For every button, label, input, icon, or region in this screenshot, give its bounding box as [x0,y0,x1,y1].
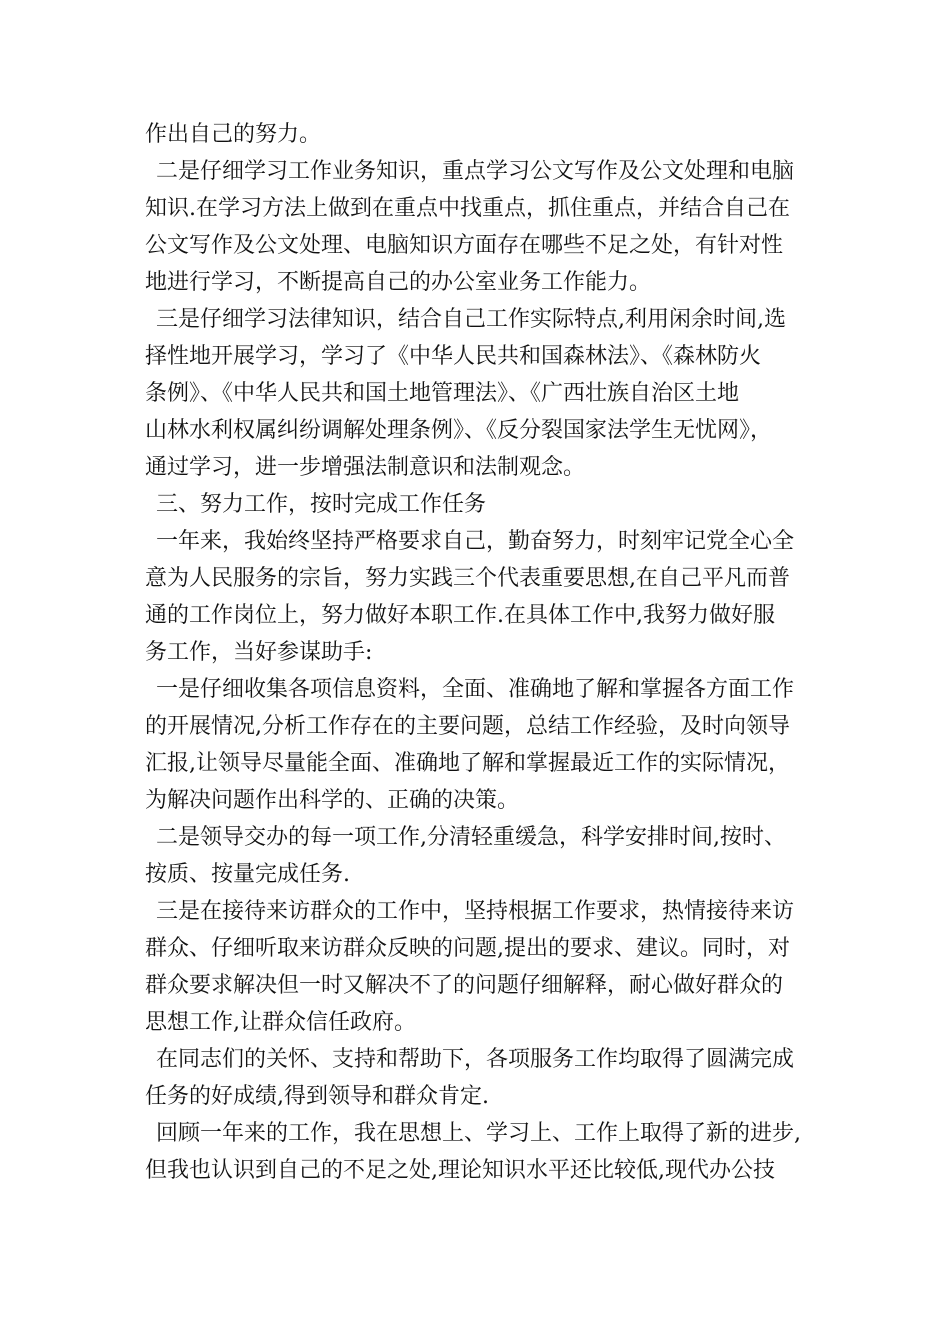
text-line: 地进行学习，不断提高自己的办公室业务工作能力。 [145,270,652,295]
text-line: 按质、按量完成任务. [145,862,350,887]
text-line: 公文写作及公文处理、电脑知识方面存在哪些不足之处，有针对性 [145,233,784,258]
text-line: 通过学习，进一步增强法制意识和法制观念。 [145,455,586,480]
text-line: 知识.在学习方法上做到在重点中找重点，抓住重点，并结合自己在 [145,196,790,221]
text-line: 条例》、《中华人民共和国土地管理法》、《广西壮族自治区土地 [145,381,740,406]
text-line: 二是领导交办的每一项工作,分清轻重缓急，科学安排时间,按时、 [156,825,786,850]
document-body [145,116,815,1189]
text-line: 回顾一年来的工作，我在思想上、学习上、工作上取得了新的进步, [156,1121,801,1146]
text-line: 意为人民服务的宗旨，努力实践三个代表重要思想,在自己平凡而普 [145,566,790,591]
text-line: 群众、仔细听取来访群众反映的问题,提出的要求、建议。同时，对 [145,936,790,961]
text-line: 汇报,让领导尽量能全面、准确地了解和掌握最近工作的实际情况， [145,751,790,776]
text-line: 务工作，当好参谋助手: [145,640,373,665]
text-line: 的开展情况,分析工作存在的主要问题，总结工作经验，及时向领导 [145,714,790,739]
text-line: 在同志们的关怀、支持和帮助下，各项服务工作均取得了圆满完成 [156,1047,795,1072]
text-line: 二是仔细学习工作业务知识，重点学习公文写作及公文处理和电脑 [156,159,795,184]
text-line: 一年来，我始终坚持严格要求自己，勤奋努力，时刻牢记党全心全 [156,529,795,554]
text-line: 择性地开展学习，学习了《中华人民共和国森林法》、《森林防火 [145,344,762,369]
text-line: 任务的好成绩,得到领导和群众肯定. [145,1084,489,1109]
text-line: 为解决问题作出科学的、正确的决策。 [145,788,520,813]
text-line: 三是在接待来访群众的工作中，坚持根据工作要求，热情接待来访 [156,899,795,924]
text-line: 三、努力工作，按时完成工作任务 [156,492,487,517]
text-line: 通的工作岗位上，努力做好本职工作.在具体工作中,我努力做好服 [145,603,775,628]
text-line: 一是仔细收集各项信息资料，全面、准确地了解和掌握各方面工作 [156,677,795,702]
text-line: 山林水利权属纠纷调解处理条例》、《反分裂国家法学生无忧网》， [145,418,773,443]
text-line: 但我也认识到自己的不足之处,理论知识水平还比较低,现代办公技 [145,1158,775,1183]
text-line: 作出自己的努力。 [145,122,322,147]
text-line: 思想工作,让群众信任政府。 [145,1010,416,1035]
text-line: 三是仔细学习法律知识，结合自己工作实际特点,利用闲余时间,选 [156,307,786,332]
text-line: 群众要求解决但一时又解决不了的问题仔细解释，耐心做好群众的 [145,973,784,998]
